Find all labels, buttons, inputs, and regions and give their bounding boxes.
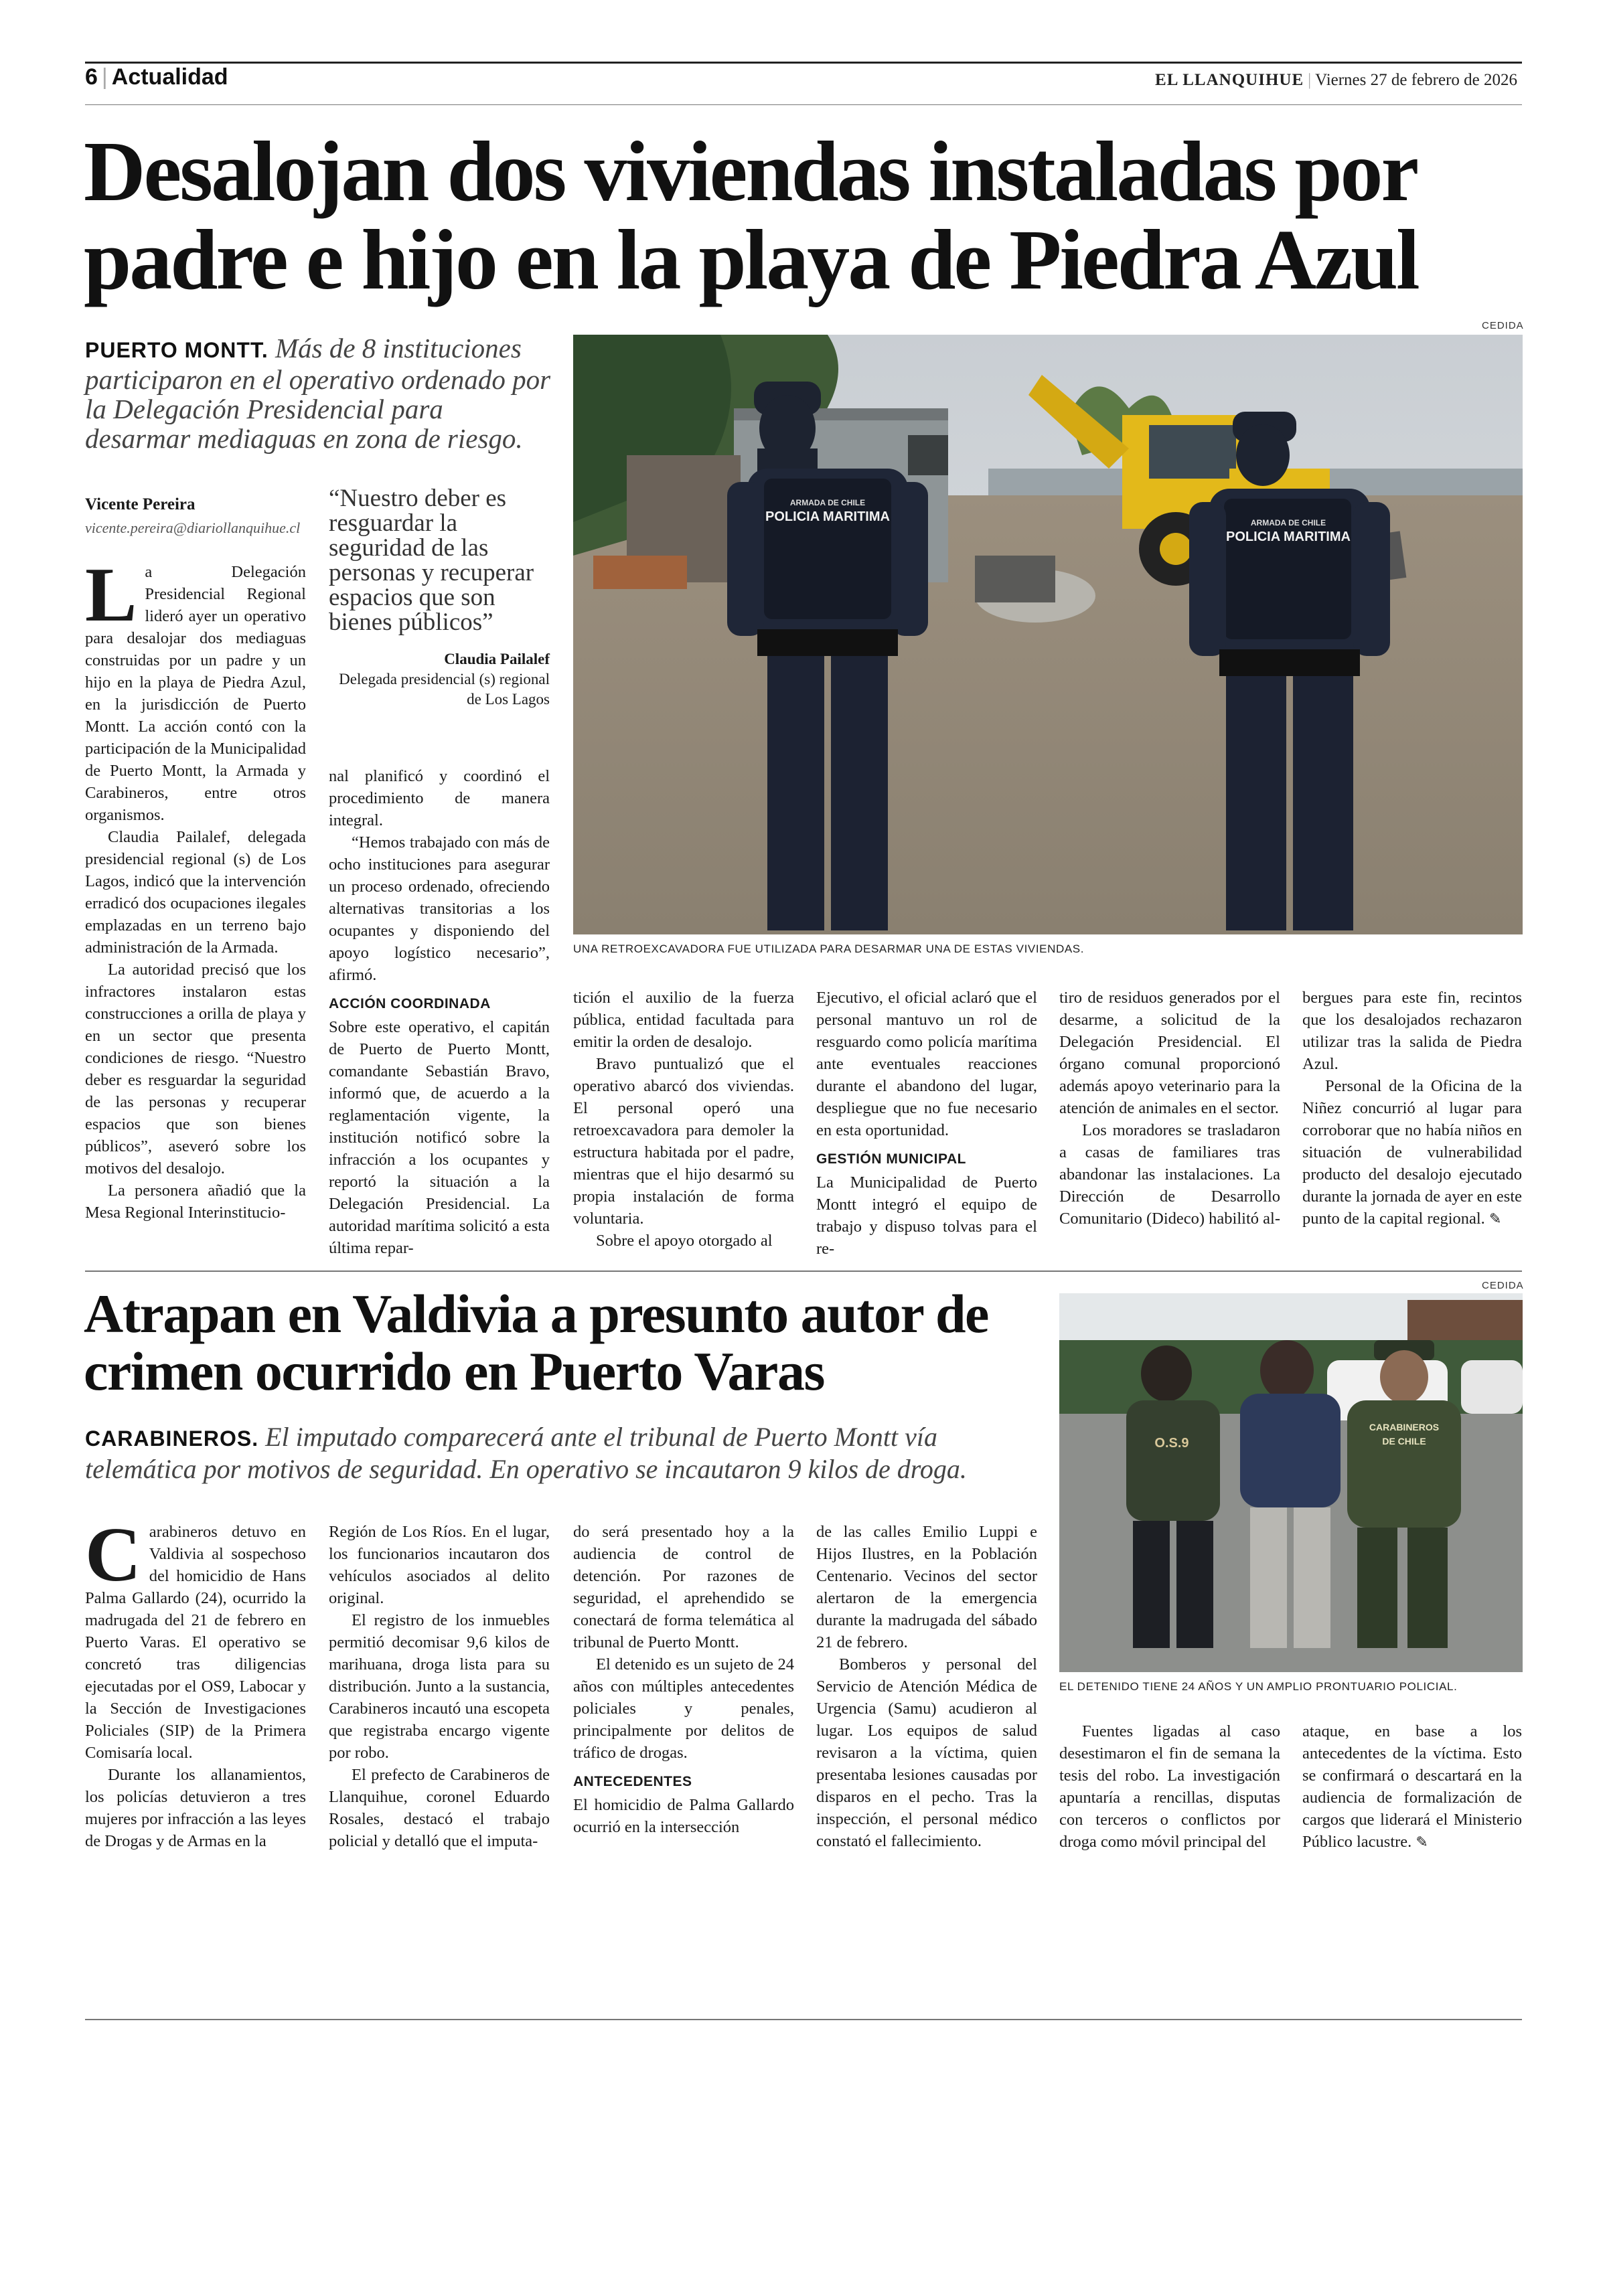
- newspaper-name: EL LLANQUIHUE: [1155, 71, 1304, 89]
- story1-paragraph: Sobre este operativo, el capitán de Puerto de Puerto Montt, comandante Sebastián Bravo, informó que, de acuerdo a la reglamentación vigente, la institución notificó sobre la infracción a los ocupantes y reportó la situación a la Delegación Presidencial. La autoridad marítima solicitó a esta última repar-: [329, 1018, 550, 1257]
- masthead-date: EL LLANQUIHUE | Viernes 27 de febrero de 2026: [1155, 71, 1517, 89]
- story2-column-6: [1302, 1720, 1522, 1854]
- story1-column-3: [573, 987, 794, 1252]
- story2-column-4: [816, 1521, 1037, 1852]
- end-mark-icon: ✎: [1415, 1834, 1428, 1851]
- author-email: vicente.pereira@diariollanquihue.cl: [85, 519, 301, 536]
- story1-deck: [85, 333, 554, 453]
- story2-paragraph: Fuentes ligadas al caso desestimaron el fin de semana la tesis del robo. La investigación apuntaría a rencillas, disputas con terceros o conflictos por droga como móvil principal del: [1059, 1722, 1280, 1851]
- story1-paragraph: bergues para este fin, recintos que los desalojados rechazaron utilizar tras la salida de Piedra Azul.: [1302, 989, 1522, 1073]
- story1-paragraph: Bravo puntualizó que el operativo abarcó dos viviendas. El personal operó una retroexcavadora para demoler la estructura habitada por el padre, mientras que el hijo desarmó su propia instalación de forma voluntaria.: [573, 1055, 794, 1228]
- story1-pullquote-attribution: [329, 649, 550, 710]
- issue-date: Viernes 27 de febrero de 2026: [1315, 71, 1517, 89]
- story2-paragraph: arabineros detuvo en Valdivia al sospechoso del homicidio de Hans Palma Gallardo (24), ocurrido la madrugada del 21 de febrero en Puerto Varas. El operativo se concretó tras diligencias ejecutadas por el OS9, Labocar y la Sección de Investigaciones Policiales (SIP) de la Primera Comisaría local.: [85, 1523, 306, 1762]
- beach-eviction-illustration: [573, 335, 1523, 934]
- story2-subhead-antecedentes: ANTECEDENTES: [573, 1774, 692, 1789]
- vest1-line2: POLICIA MARITIMA: [765, 509, 890, 524]
- carabineros-vest-line1: CARABINEROS: [1369, 1422, 1440, 1432]
- story2-column-1: [85, 1512, 306, 1852]
- header-rule: [85, 104, 1522, 105]
- story2-column-3: [573, 1521, 794, 1838]
- story2-photo: [1059, 1293, 1523, 1672]
- story2-deck-text: El imputado comparecerá ante el tribunal de Puerto Montt vía telemática por motivos de seguridad. En operativo se incautaron 9 kilos de droga.: [85, 1422, 967, 1484]
- story2-paragraph: Durante los allanamientos, los policías detuvieron a tres mujeres por infracción a las leyes de Drogas y de Armas en la: [85, 1766, 306, 1850]
- story1-kicker: PUERTO MONTT.: [85, 338, 269, 362]
- story2-paragraph: El prefecto de Carabineros de Llanquihue, coronel Eduardo Rosales, destacó el trabajo policial y detalló que el imputa-: [329, 1766, 550, 1850]
- story2-photo-caption: EL DETENIDO TIENE 24 AÑOS Y UN AMPLIO PRONTUARIO POLICIAL.: [1059, 1680, 1458, 1693]
- story2-paragraph: El homicidio de Palma Gallardo ocurrió en la intersección: [573, 1796, 794, 1836]
- story2-dropcap: C: [85, 1512, 141, 1598]
- story1-paragraph: a Delegación Presidencial Regional lideró ayer un operativo para desalojar dos mediaguas construidas por un padre y un hijo en la playa de Piedra Azul, en la jurisdicción de Puerto Montt. La acción contó con la participación de la Municipalidad de Puerto Montt, la Armada y Carabineros, entre otros organismos.: [85, 563, 306, 824]
- story1-column-4: [816, 987, 1037, 1260]
- arrest-illustration: [1059, 1293, 1523, 1672]
- story1-paragraph: tiro de residuos generados por el desarme, a solicitud de la Delegación Presidencial. El órgano comunal proporcionó además apoyo veterinario para la atención de animales en el sector.: [1059, 989, 1280, 1117]
- vest1-line1: ARMADA DE CHILE: [789, 498, 866, 507]
- story1-paragraph: Sobre el apoyo otorgado al: [596, 1232, 773, 1250]
- story2-paragraph: El registro de los inmuebles permitió decomisar 9,6 kilos de marihuana, droga lista para su distribución. Junto a la sustancia, Carabineros incautó una escopeta que registraba encargo vigente por robo.: [329, 1611, 550, 1762]
- story2-paragraph: de las calles Emilio Luppi e Hijos Ilustres, en la Población Centenario. Vecinos del sector alertaron de la emergencia durante la madrugada del sábado 21 de febrero.: [816, 1523, 1037, 1651]
- story1-photo: [573, 335, 1523, 934]
- story2-kicker: CARABINEROS.: [85, 1426, 259, 1451]
- story1-paragraph: La autoridad precisó que los infractores instalaron estas construcciones a orilla de playa y en un sector que presenta condiciones de riesgo. “Nuestro deber es resguardar la seguridad de las personas y recuperar espacios que son bienes públicos”, aseveró sobre los motivos del desalojo.: [85, 961, 306, 1177]
- story1-dropcap: L: [85, 552, 137, 638]
- story1-paragraph: Los moradores se trasladaron a casas de familiares tras abandonar las instalaciones. La Dirección de Desarrollo Comunitario (Dideco) habilitó al-: [1059, 1121, 1280, 1228]
- pullquote-role: Delegada presidencial (s) regional de Los Lagos: [339, 671, 550, 708]
- story1-photo-credit: CEDIDA: [1482, 320, 1524, 331]
- story2-paragraph: Bomberos y personal del Servicio de Atención Médica de Urgencia (Samu) acudieron al lugar. Los equipos de salud revisaron a la víctima, quien presentaba lesiones causadas por disparos en el pecho. Tras la inspección, el personal médico constató el fallecimiento.: [816, 1655, 1037, 1850]
- story1-headline: Desalojan dos viviendas instaladas por padre e hijo en la playa de Piedra Azul: [84, 124, 1418, 307]
- story1-column-5: [1059, 987, 1280, 1230]
- story1-byline: [85, 495, 313, 537]
- os9-vest-text: O.S.9: [1154, 1436, 1189, 1451]
- story2-paragraph: Región de Los Ríos. En el lugar, los funcionarios incautaron dos vehículos asociados al delito original.: [329, 1523, 550, 1607]
- story2-paragraph: El detenido es un sujeto de 24 años con múltiples antecedentes policiales y penales, principalmente por delitos de tráfico de drogas.: [573, 1655, 794, 1762]
- story1-paragraph: La Municipalidad de Puerto Montt integró el equipo de trabajo y dispuso tolvas para el re-: [816, 1173, 1037, 1258]
- page-section-label: 6 | Actualidad: [85, 64, 228, 90]
- story1-photo-caption: UNA RETROEXCAVADORA FUE UTILIZADA PARA DESARMAR UNA DE ESTAS VIVIENDAS.: [573, 942, 1085, 955]
- vest2-line1: ARMADA DE CHILE: [1250, 518, 1326, 527]
- story2-column-2: [329, 1521, 550, 1852]
- story1-deck-text: Más de 8 instituciones participaron en el operativo ordenado por la Delegación Presidencial para desarmar mediaguas en zona de riesgo.: [85, 333, 551, 454]
- story1-column-6: [1302, 987, 1522, 1230]
- pullquote-name: Claudia Pailalef: [444, 651, 550, 667]
- vest2-line2: POLICIA MARITIMA: [1226, 529, 1351, 544]
- top-rule: [85, 62, 1522, 64]
- story1-paragraph: Ejecutivo, el oficial aclaró que el personal mantuvo un rol de resguardo como policía marítima ante eventuales reacciones durante el abandono del lugar, despliegue que no fue necesario en esta oportunidad.: [816, 989, 1037, 1139]
- end-mark-icon: ✎: [1488, 1211, 1502, 1228]
- section-name: Actualidad: [111, 64, 228, 90]
- story1-paragraph: tición el auxilio de la fuerza pública, entidad facultada para emitir la orden de desalojo.: [573, 989, 794, 1051]
- story1-paragraph: nal planificó y coordinó el procedimiento de manera integral.: [329, 767, 550, 829]
- bottom-rule: [85, 2019, 1522, 2020]
- story2-deck: [85, 1422, 1049, 1485]
- story1-paragraph: Claudia Pailalef, delegada presidencial regional (s) de Los Lagos, indicó que la intervención erradicó dos ocupaciones ilegales emplazadas en un terreno bajo administración de la Armada.: [85, 828, 306, 957]
- story2-paragraph: ataque, en base a los antecedentes de la víctima. Esto se confirmará o descartará en la audiencia de formalización de cargos que liderará el Ministerio Público lacustre.: [1302, 1722, 1522, 1851]
- story2-photo-credit: CEDIDA: [1482, 1280, 1524, 1291]
- story1-paragraph: “Hemos trabajado con más de ocho instituciones para asegurar un proceso ordenado, ofreciendo alternativas transitorias a los ocupantes y disponiendo del apoyo logístico necesario”, afirmó.: [329, 833, 550, 984]
- story1-subhead-accion: ACCIÓN COORDINADA: [329, 996, 491, 1011]
- author-name: Vicente Pereira: [85, 495, 196, 513]
- story1-pullquote: “Nuestro deber es resguardar la seguridad de las personas y recuperar espacios que son bienes públicos”: [329, 485, 534, 636]
- story-divider: [85, 1270, 1522, 1272]
- story1-column-2: [329, 765, 550, 1259]
- story1-paragraph: Personal de la Oficina de la Niñez concurrió al lugar para corroborar que no había niños en situación de vulnerabilidad producto del desalojo ejecutado durante la jornada de ayer en este punto de la capital regional.: [1302, 1077, 1522, 1228]
- story1-column-1: [85, 552, 306, 1224]
- story1-subhead-gestion: GESTIÓN MUNICIPAL: [816, 1151, 966, 1167]
- story2-column-5: [1059, 1720, 1280, 1853]
- carabineros-vest-line2: DE CHILE: [1382, 1436, 1426, 1447]
- story2-headline: Atrapan en Valdivia a presunto autor de crimen ocurrido en Puerto Varas: [84, 1283, 988, 1402]
- story2-paragraph: do será presentado hoy a la audiencia de control de detención. Por razones de seguridad, el aprehendido se conectará de forma telemática al tribunal de Puerto Montt.: [573, 1523, 794, 1651]
- story1-paragraph: La personera añadió que la Mesa Regional Interinstitucio-: [85, 1181, 306, 1222]
- page-number: 6: [85, 64, 98, 90]
